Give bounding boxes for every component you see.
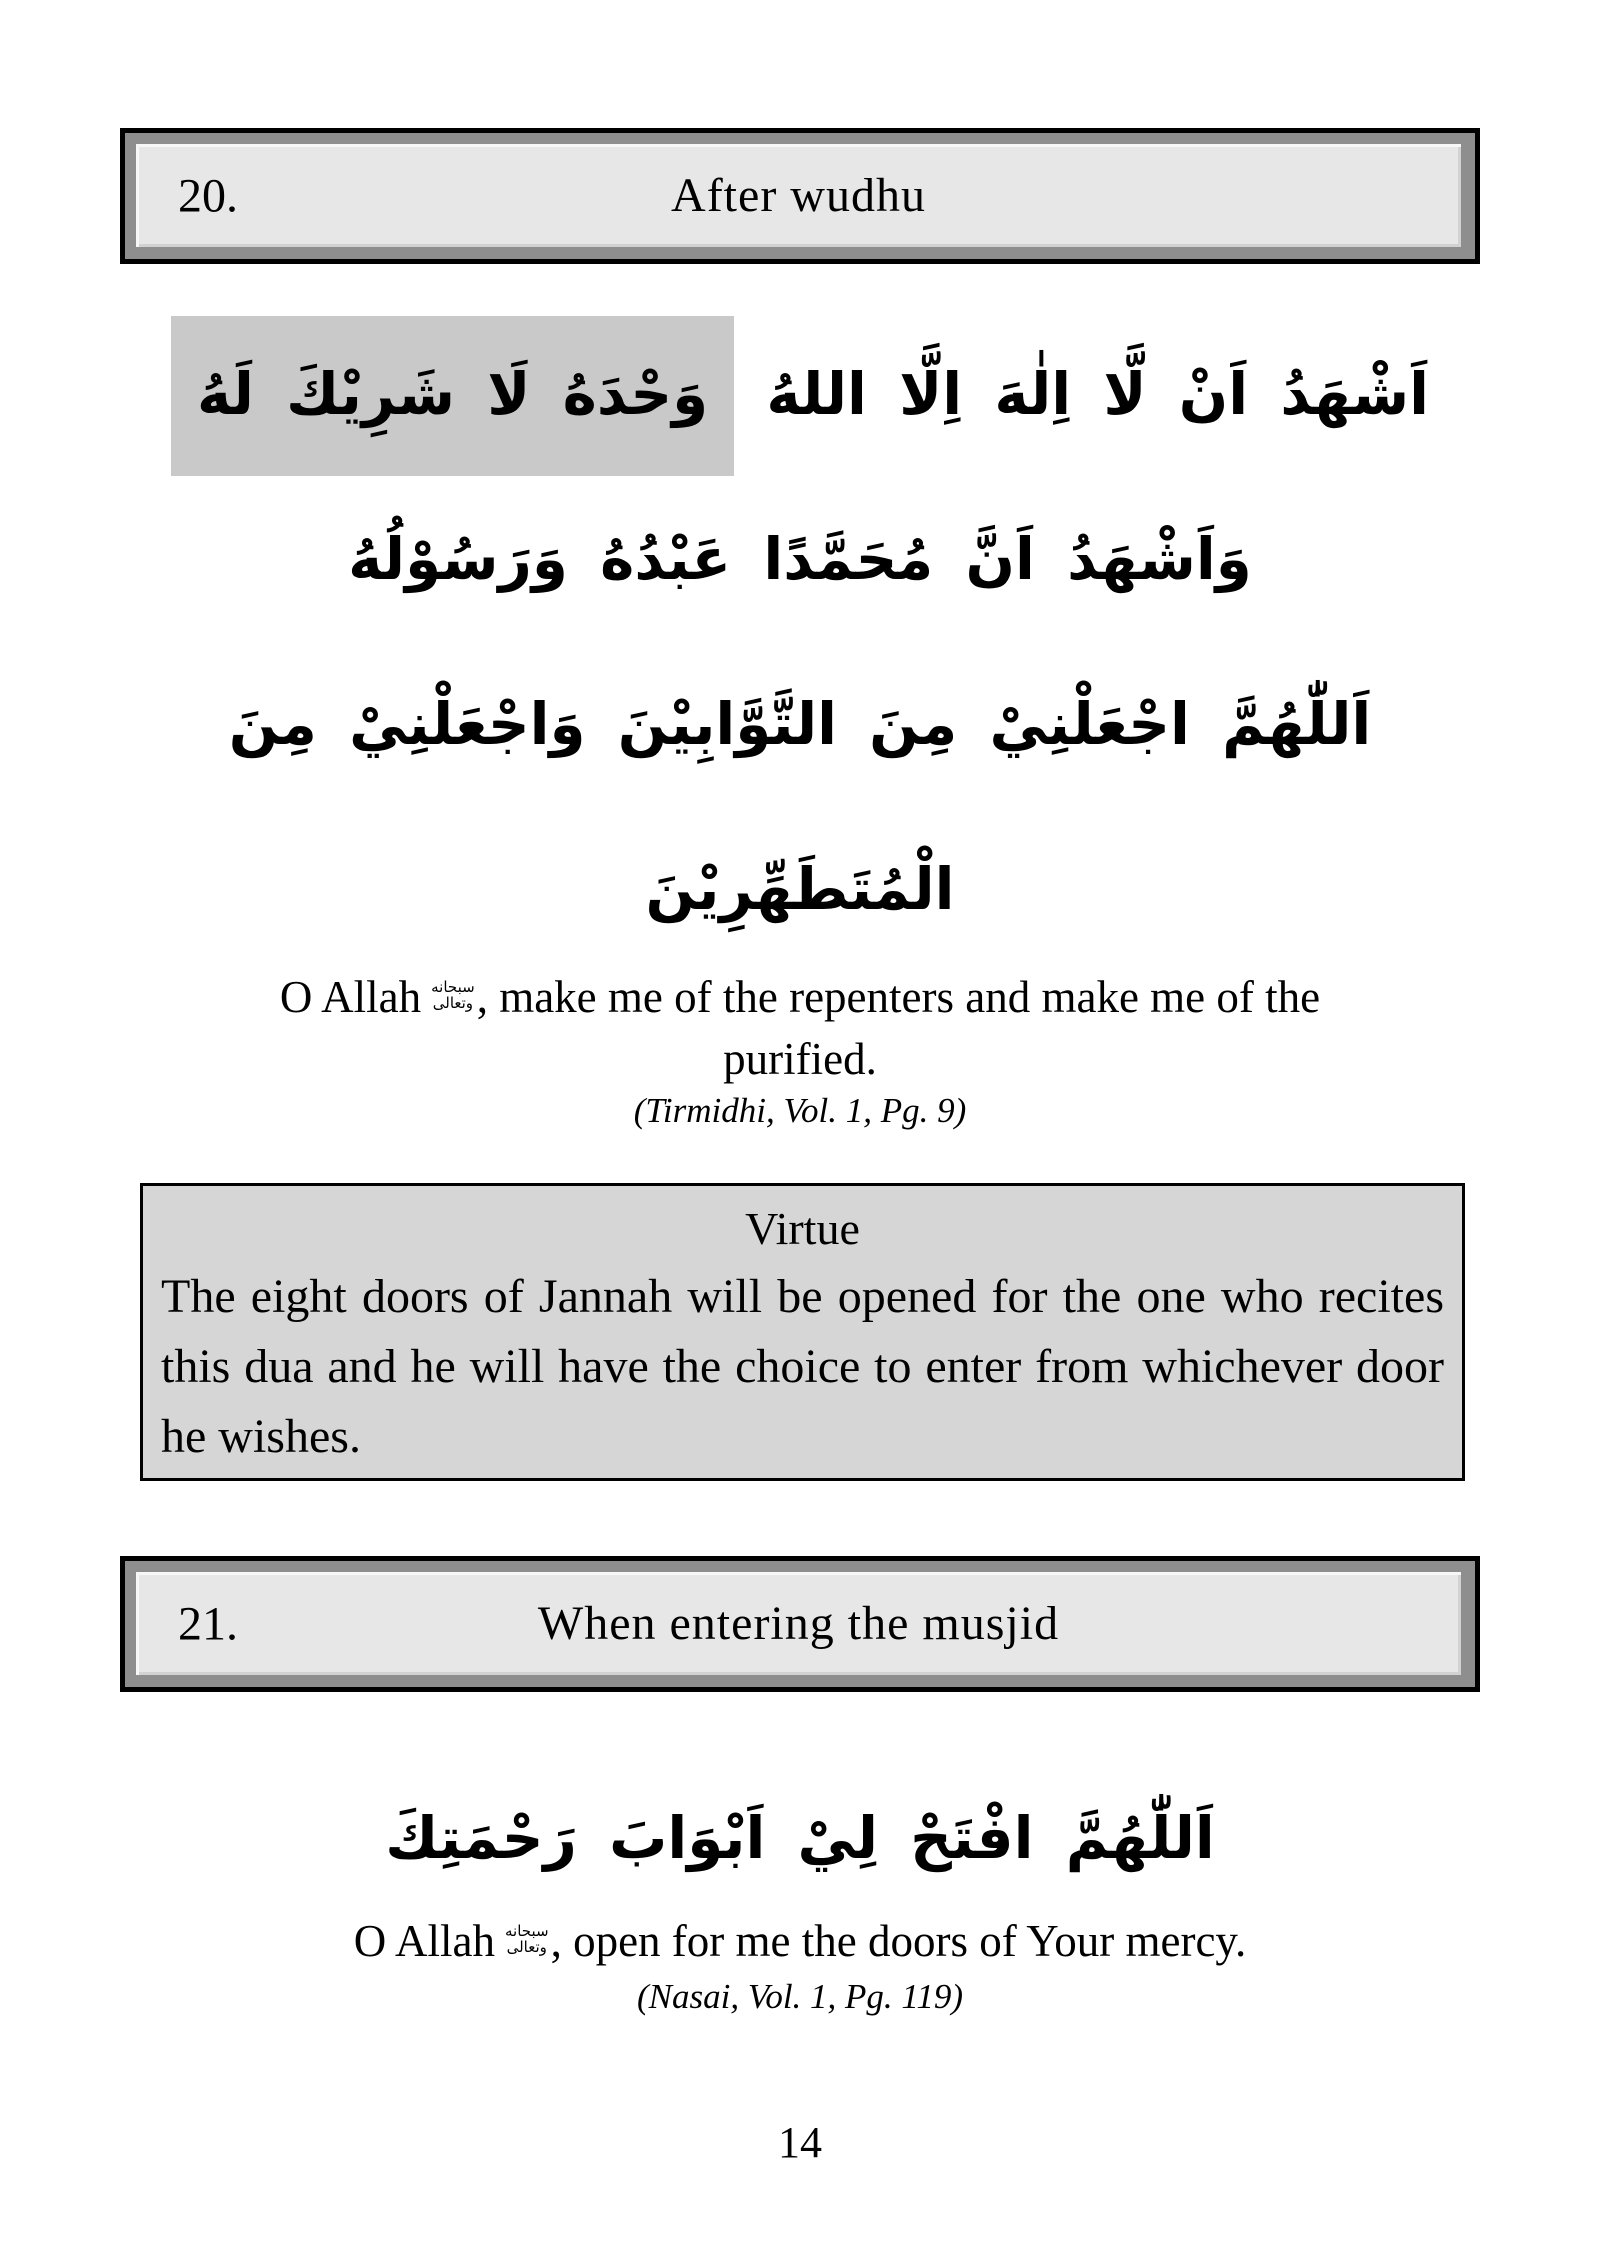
arabic-line-1-highlight: وَحْدَهُ لَا شَرِيْكَ لَهُ — [171, 316, 734, 476]
arabic-line-1 — [120, 312, 1480, 477]
dua-21-translation — [0, 1910, 1600, 1972]
dua-20-number: 20. — [178, 169, 238, 222]
arabic-line-4: الْمُتَطَهِّرِيْنَ — [645, 855, 955, 923]
allah-honorific — [504, 1921, 549, 1956]
dua-21-arabic — [120, 1756, 1480, 1921]
page-number: 14 — [778, 2118, 822, 2167]
arabic-line-3: اَللّٰهُمَّ اجْعَلْنِيْ مِنَ التَّوَّابِيْنَ وَاجْعَلْنِيْ مِنَ — [228, 690, 1372, 758]
dua-20-header — [120, 128, 1480, 264]
dua-21-translation-rest: , open for me the doors of Your mercy. — [550, 1916, 1247, 1966]
honorific-top: سبحانه — [504, 1921, 549, 1940]
honorific-bottom: وتعالى — [506, 1937, 547, 1956]
dua-20-citation: (Tirmidhi, Vol. 1, Pg. 9) — [633, 1091, 967, 1130]
arabic-line-5: اَللّٰهُمَّ افْتَحْ لِيْ اَبْوَابَ رَحْمَتِكَ — [385, 1804, 1215, 1872]
honorific-bottom: وتعالى — [432, 993, 474, 1012]
dua-20-translation-line2: purified. — [723, 1034, 877, 1084]
dua-20-translation — [0, 966, 1600, 1090]
dua-21-number: 21. — [178, 1597, 238, 1650]
dua-20-arabic — [120, 312, 1480, 972]
dua-21-citation: (Nasai, Vol. 1, Pg. 119) — [636, 1977, 963, 2016]
dua-21-translation-prefix: O Allah — [353, 1916, 495, 1966]
virtue-text: The eight doors of Jannah will be opened for the one who recites this dua and he will have the choice to enter from whichever door he wishes. — [161, 1270, 1444, 1463]
dua-20-translation-prefix: O Allah — [279, 972, 422, 1022]
arabic-line-2: وَاَشْهَدُ اَنَّ مُحَمَّدًا عَبْدُهُ وَرَسُوْلُهُ — [348, 525, 1252, 593]
virtue-box — [140, 1183, 1465, 1481]
dua-20-title: After wudhu — [671, 169, 926, 222]
honorific-top: سبحانه — [431, 977, 475, 996]
dua-20-translation-line1: , make me of the repenters and make me of the — [476, 972, 1321, 1022]
dua-21-title: When entering the musjid — [537, 1597, 1060, 1650]
allah-honorific — [431, 977, 475, 1012]
dua-20-header-panel — [136, 144, 1461, 247]
virtue-title: Virtue — [745, 1203, 860, 1254]
dua-21-header — [120, 1556, 1480, 1692]
dua-21-header-panel — [136, 1572, 1461, 1675]
arabic-line-1-normal: اَشْهَدُ اَنْ لَّا اِلٰهَ اِلَّا اللهُ — [766, 360, 1430, 428]
